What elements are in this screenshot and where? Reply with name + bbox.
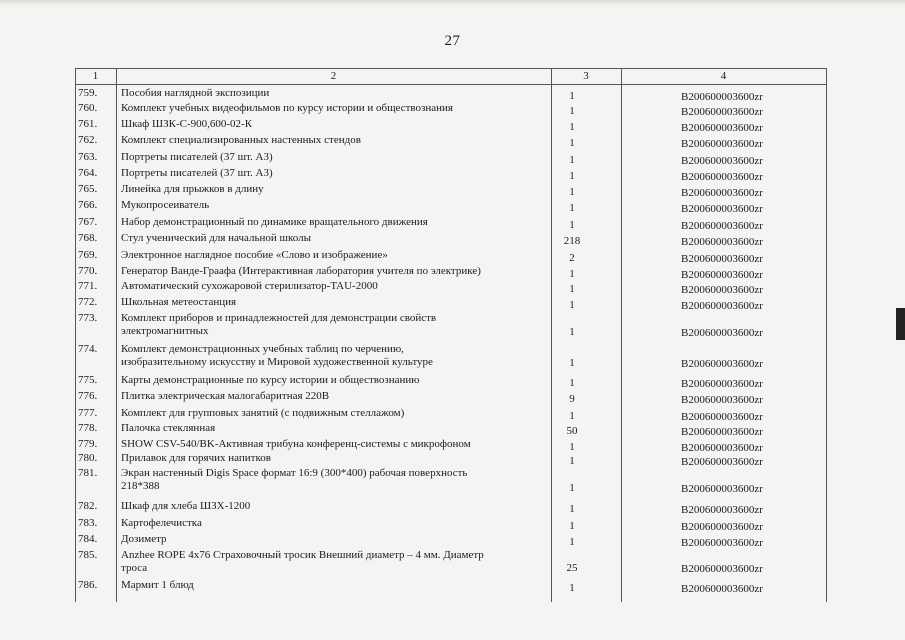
item-quantity: 1 (569, 582, 575, 594)
item-name (121, 216, 551, 229)
item-name-line: Картофелечистка (121, 517, 202, 529)
item-code: B200600003600zr (681, 426, 763, 438)
item-name (121, 549, 551, 575)
item-code: B200600003600zr (681, 483, 763, 495)
item-name (121, 265, 551, 278)
row-number: 772. (78, 296, 98, 308)
item-code: B200600003600zr (681, 269, 763, 281)
item-name-line: Комплект демонстрационных учебных таблиц по черчению, (121, 343, 404, 355)
item-name-line: Набор демонстрационный по динамике вращательного движения (121, 216, 428, 228)
row-number: 785. (78, 549, 98, 561)
item-quantity: 1 (569, 441, 575, 453)
item-quantity: 1 (569, 268, 575, 280)
item-name-line: Дозиметр (121, 533, 167, 545)
table-row (75, 390, 827, 407)
row-number: 765. (78, 183, 98, 195)
item-quantity: 1 (569, 154, 575, 166)
item-name (121, 343, 551, 369)
item-quantity: 9 (569, 393, 575, 405)
column-header-2: 2 (330, 70, 337, 82)
item-name (121, 407, 551, 420)
item-code: B200600003600zr (681, 253, 763, 265)
item-code: B200600003600zr (681, 220, 763, 232)
item-name-line: изобразительному искусству и Мировой художественной культуре (121, 356, 433, 368)
item-quantity: 2 (569, 252, 575, 264)
table-row (75, 312, 827, 343)
scan-edge (0, 0, 905, 6)
item-name (121, 467, 551, 493)
item-code: B200600003600zr (681, 106, 763, 118)
table-row (75, 517, 827, 533)
item-quantity: 50 (566, 425, 578, 437)
item-name (121, 533, 551, 546)
item-quantity: 1 (569, 520, 575, 532)
item-name-line: Шкаф для хлеба ШЗХ-1200 (121, 500, 251, 512)
table-row (75, 549, 827, 579)
item-code: B200600003600zr (681, 394, 763, 406)
item-name (121, 500, 551, 513)
item-code: B200600003600zr (681, 521, 763, 533)
scan-mark (896, 308, 905, 340)
row-number: 783. (78, 517, 98, 529)
column-header-3: 3 (583, 70, 589, 82)
item-code: B200600003600zr (681, 284, 763, 296)
table-row (75, 102, 827, 118)
item-quantity: 1 (569, 377, 575, 389)
table-row (75, 579, 827, 602)
item-quantity: 1 (569, 170, 575, 182)
item-quantity: 1 (569, 137, 575, 149)
item-name-line: Плитка электрическая малогабаритная 220В (121, 390, 330, 402)
item-code: B200600003600zr (681, 537, 763, 549)
row-number: 784. (78, 533, 98, 545)
item-name-line: Автоматический сухожаровой стерилизатор-TAU-2000 (121, 280, 378, 292)
item-quantity: 218 (563, 235, 581, 247)
item-code: B200600003600zr (681, 583, 763, 595)
row-number: 782. (78, 500, 98, 512)
row-number: 759. (78, 87, 98, 99)
table-row (75, 167, 827, 183)
table-row (75, 183, 827, 199)
item-name-line: Генератор Ванде-Граафа (Интерактивная лаборатория учителя по электрике) (121, 265, 481, 277)
item-name (121, 118, 551, 131)
item-name (121, 579, 551, 592)
item-name-line: Школьная метеостанция (121, 296, 237, 308)
item-quantity: 1 (569, 503, 575, 515)
item-name-line: Палочка стеклянная (121, 422, 216, 434)
item-code: B200600003600zr (681, 187, 763, 199)
item-name-line: Карты демонстрационные по курсу истории и обществознанию (121, 374, 420, 386)
row-number: 786. (78, 579, 98, 591)
item-name-line: Электронное наглядное пособие «Слово и изображение» (121, 249, 388, 261)
item-name-line: Портреты писателей (37 шт. А3) (121, 167, 273, 179)
item-code: B200600003600zr (681, 155, 763, 167)
table-row (75, 467, 827, 500)
table-row (75, 533, 827, 549)
table-row (75, 438, 827, 452)
item-code: B200600003600zr (681, 563, 763, 575)
row-number: 777. (78, 407, 98, 419)
table-row (75, 134, 827, 151)
item-name (121, 249, 551, 262)
item-name-line: Экран настенный Digis Space формат 16:9 (300*400) рабочая поверхность (121, 467, 468, 479)
item-name-line: Шкаф ШЗК-С-900,600-02-К (121, 118, 253, 130)
item-quantity: 1 (569, 186, 575, 198)
item-name (121, 296, 551, 309)
item-code: B200600003600zr (681, 300, 763, 312)
inventory-table (75, 68, 827, 602)
item-name (121, 134, 551, 147)
table-row (75, 407, 827, 422)
row-number: 768. (78, 232, 98, 244)
item-code: B200600003600zr (681, 236, 763, 248)
table-row (75, 87, 827, 102)
item-name-line: Линейка для прыжков в длину (121, 183, 264, 195)
item-code: B200600003600zr (681, 138, 763, 150)
row-number: 775. (78, 374, 98, 386)
table-row (75, 265, 827, 280)
item-quantity: 1 (569, 357, 575, 369)
table-row (75, 199, 827, 216)
table-row (75, 118, 827, 134)
item-quantity: 1 (569, 90, 575, 102)
item-name-line: SHOW CSV-540/BK-Активная трибуна конференц-системы с микрофоном (121, 438, 471, 450)
item-name-line: Комплект для групповых занятий (с подвижным стеллажом) (121, 407, 405, 419)
row-number: 776. (78, 390, 98, 402)
item-code: B200600003600zr (681, 203, 763, 215)
item-name (121, 390, 551, 403)
item-name (121, 280, 551, 293)
row-number: 771. (78, 280, 98, 292)
item-name (121, 452, 551, 465)
item-code: B200600003600zr (681, 327, 763, 339)
item-code: B200600003600zr (681, 411, 763, 423)
item-name (121, 167, 551, 180)
item-quantity: 1 (569, 121, 575, 133)
item-name (121, 102, 551, 115)
item-name-line: Прилавок для горячих напитков (121, 452, 271, 464)
row-number: 774. (78, 343, 98, 355)
column-header-4: 4 (720, 70, 727, 82)
row-number: 760. (78, 102, 98, 114)
item-quantity: 1 (569, 455, 575, 467)
row-number: 761. (78, 118, 98, 130)
item-quantity: 1 (569, 219, 575, 231)
row-number: 767. (78, 216, 98, 228)
item-quantity: 1 (569, 410, 575, 422)
table-row (75, 500, 827, 517)
table-row (75, 232, 827, 249)
item-name-line: Комплект приборов и принадлежностей для демонстрации свойств (121, 312, 437, 324)
row-number: 763. (78, 151, 98, 163)
row-number: 780. (78, 452, 98, 464)
row-number: 781. (78, 467, 98, 479)
item-code: B200600003600zr (681, 171, 763, 183)
item-code: B200600003600zr (681, 442, 763, 454)
item-name (121, 438, 551, 451)
item-code: B200600003600zr (681, 378, 763, 390)
item-name (121, 422, 551, 435)
table-row (75, 374, 827, 390)
item-quantity: 1 (569, 536, 575, 548)
item-name-line: Мармит 1 блюд (121, 579, 194, 591)
table-row (75, 216, 827, 232)
item-quantity: 1 (569, 326, 575, 338)
item-code: B200600003600zr (681, 122, 763, 134)
item-name (121, 151, 551, 164)
table-row (75, 452, 827, 467)
item-quantity: 1 (569, 283, 575, 295)
item-quantity: 25 (566, 562, 578, 574)
table-row (75, 151, 827, 167)
item-name (121, 517, 551, 530)
item-name (121, 87, 551, 100)
item-name (121, 199, 551, 212)
item-name (121, 183, 551, 196)
page-number: 27 (444, 33, 461, 49)
row-number: 779. (78, 438, 98, 450)
item-name-line: Портреты писателей (37 шт. А3) (121, 151, 273, 163)
header-bottom-rule (75, 84, 827, 85)
item-name (121, 232, 551, 245)
table-row (75, 422, 827, 438)
item-name-line: Стул ученический для начальной школы (121, 232, 311, 244)
row-number: 762. (78, 134, 98, 146)
item-name-line: Anzhee ROPE 4x76 Страховочный тросик Внешний диаметр – 4 мм. Диаметр (121, 549, 484, 561)
item-name-line: Комплект специализированных настенных стендов (121, 134, 361, 146)
row-number: 773. (78, 312, 98, 324)
row-number: 766. (78, 199, 98, 211)
table-row (75, 296, 827, 312)
item-name-line: Мукопросеиватель (121, 199, 210, 211)
item-quantity: 1 (569, 299, 575, 311)
item-name-line: электромагнитных (121, 325, 209, 337)
item-name (121, 374, 551, 387)
item-name-line: Пособия наглядной экспозиции (121, 87, 270, 99)
column-header-1: 1 (92, 70, 99, 82)
item-code: B200600003600zr (681, 456, 763, 468)
item-quantity: 1 (569, 202, 575, 214)
item-name-line: Комплект учебных видеофильмов по курсу истории и обществознания (121, 102, 453, 114)
item-code: B200600003600zr (681, 504, 763, 516)
item-name (121, 312, 551, 338)
item-name-line: троса (121, 562, 148, 574)
row-number: 769. (78, 249, 98, 261)
table-row (75, 343, 827, 374)
table-row (75, 249, 827, 265)
item-quantity: 1 (569, 105, 575, 117)
item-code: B200600003600zr (681, 358, 763, 370)
table-row (75, 280, 827, 296)
item-quantity: 1 (569, 482, 575, 494)
row-number: 778. (78, 422, 98, 434)
item-name-line: 218*388 (121, 480, 160, 492)
row-number: 764. (78, 167, 98, 179)
row-number: 770. (78, 265, 98, 277)
item-code: B200600003600zr (681, 91, 763, 103)
